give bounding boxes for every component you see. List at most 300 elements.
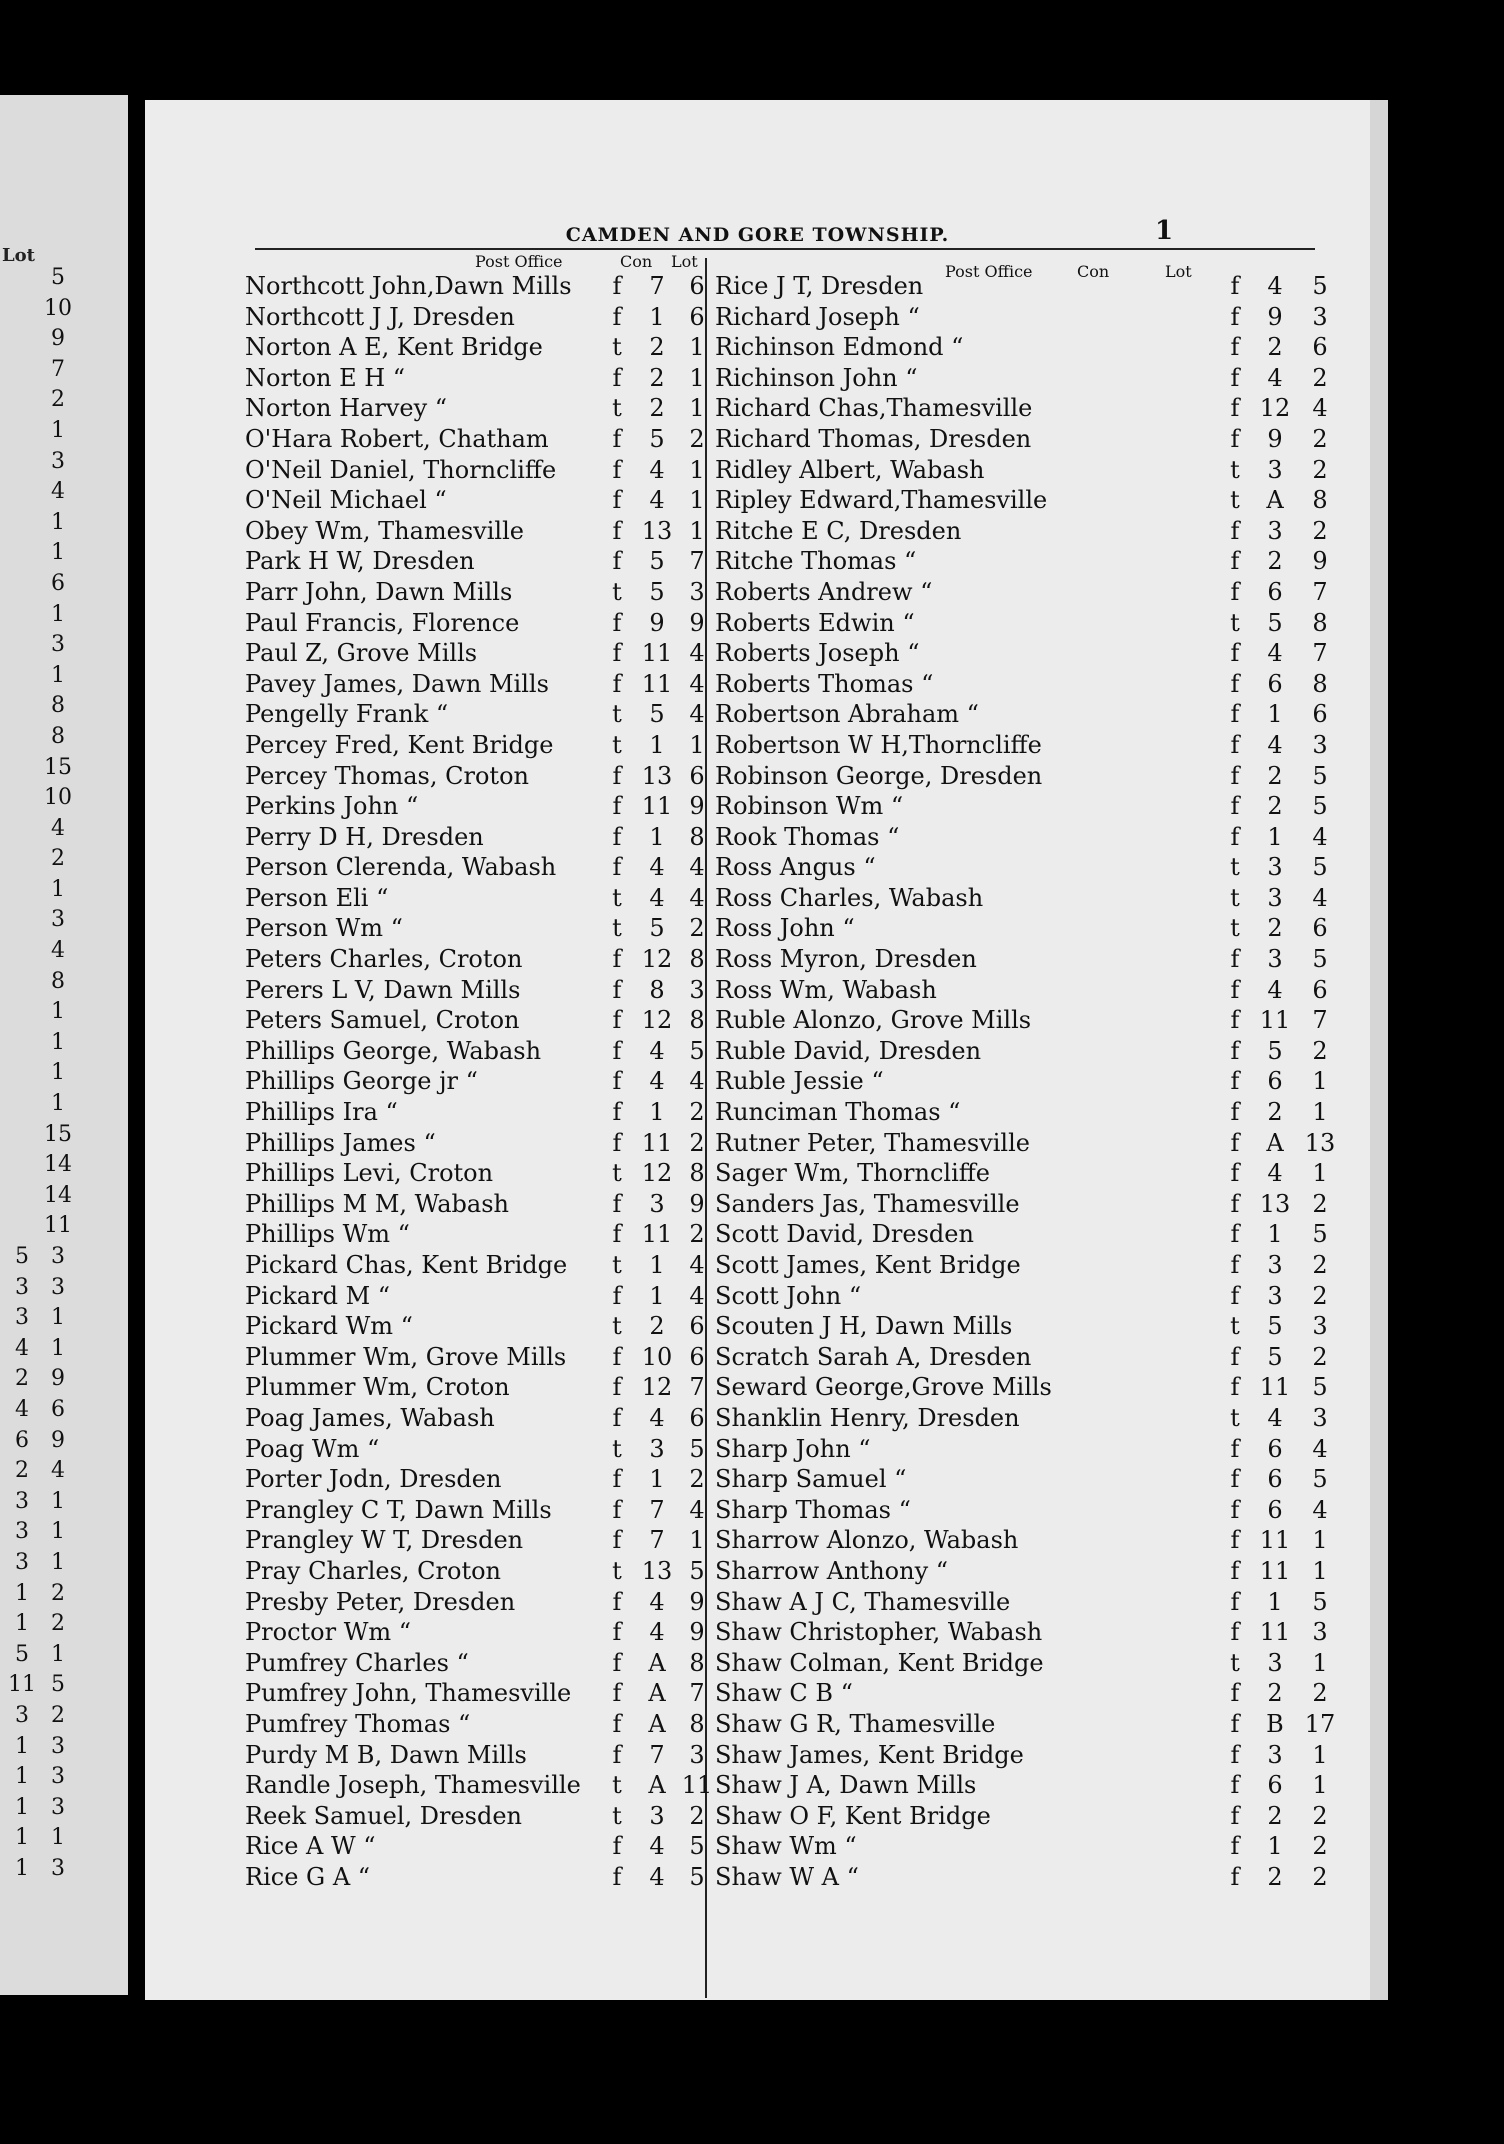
listing-row bbox=[245, 1618, 715, 1649]
listing-row bbox=[245, 1465, 715, 1496]
entry-con: 11 bbox=[641, 669, 673, 698]
entry-tenure: f bbox=[1230, 1801, 1240, 1830]
entry-con: B bbox=[1266, 1709, 1284, 1738]
entry-lot: 6 bbox=[689, 761, 705, 790]
prev-page-row bbox=[0, 479, 128, 510]
entry-name: Pumfrey Thomas “ bbox=[245, 1709, 471, 1738]
entry-con: 1 bbox=[649, 1465, 665, 1494]
prev-con: 1 bbox=[15, 1794, 29, 1820]
entry-lot: 4 bbox=[689, 1495, 705, 1524]
entry-lot: 2 bbox=[689, 1128, 705, 1157]
entry-name: Phillips Ira “ bbox=[245, 1098, 398, 1127]
entry-lot: 8 bbox=[1312, 486, 1328, 515]
listing-row bbox=[715, 1342, 1328, 1374]
entry-tenure: t bbox=[612, 577, 622, 606]
entry-con: 1 bbox=[1267, 1832, 1283, 1861]
prev-lot: 4 bbox=[51, 938, 65, 964]
entry-tenure: f bbox=[1230, 1618, 1240, 1647]
prev-lot: 3 bbox=[51, 1794, 65, 1820]
entry-tenure: f bbox=[612, 455, 622, 484]
entry-tenure: f bbox=[1230, 1679, 1240, 1708]
listing-row bbox=[715, 1373, 1328, 1404]
listing-row bbox=[245, 1220, 715, 1251]
prev-lot: 9 bbox=[51, 326, 65, 352]
entry-con: 2 bbox=[1267, 1098, 1283, 1127]
entry-name: Prangley C T, Dawn Mills bbox=[245, 1495, 552, 1524]
entry-tenure: t bbox=[612, 1434, 622, 1463]
entry-tenure: f bbox=[612, 1648, 622, 1677]
prev-lot: 3 bbox=[51, 907, 65, 933]
entry-tenure: f bbox=[612, 1036, 622, 1065]
entry-lot: 13 bbox=[1304, 1128, 1336, 1157]
entry-lot: 3 bbox=[689, 577, 705, 606]
entry-con: 4 bbox=[1267, 730, 1283, 759]
entry-tenure: f bbox=[612, 1587, 622, 1616]
entry-tenure: f bbox=[1230, 1740, 1240, 1769]
entry-con: 5 bbox=[1267, 1036, 1283, 1065]
prev-con: 3 bbox=[15, 1702, 29, 1728]
prev-con: 1 bbox=[15, 1825, 29, 1851]
listing-row bbox=[715, 1648, 1328, 1680]
entry-tenure: t bbox=[612, 1556, 622, 1585]
prev-page-row bbox=[0, 1550, 128, 1581]
entry-con: 4 bbox=[649, 1403, 665, 1432]
prev-lot: 10 bbox=[44, 295, 72, 321]
entry-lot: 7 bbox=[689, 1373, 705, 1402]
entry-tenure: f bbox=[612, 945, 622, 974]
prev-lot: 3 bbox=[51, 448, 65, 474]
entry-name: Runciman Thomas “ bbox=[715, 1098, 961, 1127]
entry-lot: 5 bbox=[1312, 1373, 1328, 1402]
prev-page-row bbox=[0, 1581, 128, 1612]
entry-con: 3 bbox=[1267, 516, 1283, 545]
listing-row bbox=[245, 1863, 715, 1894]
entry-name: Northcott J J, Dresden bbox=[245, 302, 515, 331]
entry-name: Scouten J H, Dawn Mills bbox=[715, 1312, 1013, 1341]
entry-name: Roberts Thomas “ bbox=[715, 669, 934, 698]
listing-row bbox=[715, 1434, 1328, 1466]
entry-con: 11 bbox=[641, 792, 673, 821]
prev-page-row bbox=[0, 1642, 128, 1673]
listing-row bbox=[245, 1526, 715, 1557]
prev-con: 1 bbox=[15, 1611, 29, 1637]
prev-page-row bbox=[0, 1213, 128, 1244]
prev-con: 2 bbox=[15, 1366, 29, 1392]
entry-name: Richard Joseph “ bbox=[715, 302, 920, 331]
listing-row bbox=[715, 455, 1328, 487]
prev-page-row bbox=[0, 663, 128, 694]
entry-con: 5 bbox=[649, 577, 665, 606]
entry-con: 3 bbox=[1267, 853, 1283, 882]
prev-page-rows bbox=[0, 265, 128, 1886]
entry-tenure: f bbox=[1230, 822, 1240, 851]
entry-tenure: t bbox=[1230, 853, 1240, 882]
entry-tenure: f bbox=[612, 302, 622, 331]
prev-con: 2 bbox=[15, 1458, 29, 1484]
entry-con: 11 bbox=[1259, 1618, 1291, 1647]
listing-row bbox=[245, 547, 715, 578]
prev-lot: 3 bbox=[51, 1274, 65, 1300]
entry-name: Rice J T, Dresden bbox=[715, 272, 924, 300]
prev-page-row bbox=[0, 326, 128, 357]
listing-row bbox=[715, 1556, 1328, 1588]
entry-lot: 7 bbox=[1312, 639, 1328, 668]
entry-con: 1 bbox=[649, 730, 665, 759]
prev-con: 11 bbox=[8, 1672, 36, 1698]
listing-row bbox=[715, 853, 1328, 884]
entry-con: 8 bbox=[649, 975, 665, 1004]
page-number: 1 bbox=[1155, 216, 1174, 246]
prev-page-row bbox=[0, 1703, 128, 1734]
prev-lot: 1 bbox=[51, 1641, 65, 1667]
entry-con: A bbox=[1266, 486, 1284, 515]
entry-con: 1 bbox=[649, 1098, 665, 1127]
listing-row bbox=[245, 700, 715, 731]
entry-lot: 6 bbox=[689, 1403, 705, 1432]
prev-con: 4 bbox=[15, 1335, 29, 1361]
entry-tenure: f bbox=[1230, 1189, 1240, 1218]
listing-row bbox=[715, 1618, 1328, 1649]
entry-lot: 9 bbox=[689, 1618, 705, 1647]
listing-row bbox=[715, 975, 1328, 1007]
prev-con: 6 bbox=[15, 1427, 29, 1453]
listing-row bbox=[245, 914, 715, 945]
listing-row bbox=[245, 456, 715, 487]
entry-name: Plummer Wm, Grove Mills bbox=[245, 1342, 567, 1371]
page-edge bbox=[1370, 100, 1388, 2000]
entry-tenure: f bbox=[1230, 792, 1240, 821]
entry-lot: 9 bbox=[689, 608, 705, 637]
prev-page-row bbox=[0, 846, 128, 877]
entry-name: Sharp Samuel “ bbox=[715, 1465, 907, 1494]
prev-con: 3 bbox=[15, 1549, 29, 1575]
entry-lot: 8 bbox=[689, 1159, 705, 1188]
prev-page-row bbox=[0, 1489, 128, 1520]
prev-con: 1 bbox=[15, 1580, 29, 1606]
entry-con: 6 bbox=[1267, 1465, 1283, 1494]
header-rule bbox=[255, 248, 1315, 250]
entry-tenure: t bbox=[612, 914, 622, 943]
listing-row bbox=[245, 1067, 715, 1098]
listing-row bbox=[245, 639, 715, 670]
entry-tenure: f bbox=[612, 853, 622, 882]
listing-row bbox=[715, 1771, 1328, 1802]
entry-name: Ross Wm, Wabash bbox=[715, 975, 937, 1004]
entry-con: 2 bbox=[1267, 761, 1283, 790]
entry-con: 4 bbox=[1267, 1403, 1283, 1432]
entry-con: 7 bbox=[649, 272, 665, 300]
entry-con: 6 bbox=[1267, 669, 1283, 698]
listing-row bbox=[245, 762, 715, 793]
entry-name: Parr John, Dawn Mills bbox=[245, 577, 513, 606]
entry-name: Sanders Jas, Thamesville bbox=[715, 1189, 1020, 1218]
entry-lot: 6 bbox=[1312, 700, 1328, 729]
entry-lot: 5 bbox=[1312, 272, 1328, 300]
entry-lot: 2 bbox=[1312, 424, 1328, 453]
prev-lot: 1 bbox=[51, 1335, 65, 1361]
listing-row bbox=[245, 884, 715, 915]
entry-con: 4 bbox=[649, 1832, 665, 1861]
entry-con: 2 bbox=[1267, 1679, 1283, 1708]
entry-tenure: f bbox=[1230, 1006, 1240, 1035]
right-lot-header: Lot bbox=[1165, 262, 1192, 281]
entry-lot: 4 bbox=[689, 1281, 705, 1310]
entry-con: 1 bbox=[1267, 1220, 1283, 1249]
entry-con: 5 bbox=[649, 700, 665, 729]
prev-con: 3 bbox=[15, 1488, 29, 1514]
entry-lot: 5 bbox=[1312, 853, 1328, 882]
prev-lot: 1 bbox=[51, 1825, 65, 1851]
entry-name: Robinson Wm “ bbox=[715, 792, 904, 821]
entry-lot: 7 bbox=[1312, 1006, 1328, 1035]
prev-page-row bbox=[0, 540, 128, 571]
prev-page-row bbox=[0, 1764, 128, 1795]
entry-lot: 6 bbox=[1312, 333, 1328, 362]
prev-lot: 15 bbox=[44, 1121, 72, 1147]
entry-name: Ruble Jessie “ bbox=[715, 1067, 884, 1096]
entry-lot: 8 bbox=[689, 1006, 705, 1035]
entry-name: Shaw J A, Dawn Mills bbox=[715, 1771, 977, 1800]
entry-name: Shaw G R, Thamesville bbox=[715, 1709, 996, 1738]
entry-lot: 3 bbox=[1312, 302, 1328, 331]
prev-page-row bbox=[0, 357, 128, 388]
prev-page-lot-header: Lot bbox=[2, 245, 35, 266]
entry-lot: 1 bbox=[1312, 1067, 1328, 1096]
entry-name: Shaw C B “ bbox=[715, 1679, 853, 1708]
listing-row bbox=[245, 394, 715, 425]
entry-name: Perers L V, Dawn Mills bbox=[245, 975, 521, 1004]
left-listing-column bbox=[245, 272, 715, 1893]
listing-row bbox=[245, 976, 715, 1007]
entry-tenure: f bbox=[1230, 639, 1240, 668]
entry-tenure: t bbox=[612, 883, 622, 912]
entry-lot: 5 bbox=[1312, 1465, 1328, 1494]
prev-page-row bbox=[0, 1428, 128, 1459]
entry-tenure: t bbox=[1230, 914, 1240, 943]
entry-con: 5 bbox=[649, 547, 665, 576]
entry-con: A bbox=[648, 1709, 666, 1738]
prev-lot: 15 bbox=[44, 754, 72, 780]
entry-con: 7 bbox=[649, 1526, 665, 1555]
entry-lot: 3 bbox=[1312, 730, 1328, 759]
entry-lot: 4 bbox=[1312, 1495, 1328, 1524]
entry-con: A bbox=[648, 1648, 666, 1677]
prev-page-row bbox=[0, 1152, 128, 1183]
entry-name: Rice G A “ bbox=[245, 1862, 371, 1891]
entry-name: Prangley W T, Dresden bbox=[245, 1526, 524, 1555]
entry-tenure: f bbox=[1230, 1098, 1240, 1127]
entry-lot: 2 bbox=[689, 1465, 705, 1494]
prev-page-row bbox=[0, 296, 128, 327]
entry-tenure: f bbox=[1230, 1342, 1240, 1371]
prev-lot: 14 bbox=[44, 1182, 72, 1208]
entry-tenure: f bbox=[1230, 394, 1240, 423]
entry-name: Shaw James, Kent Bridge bbox=[715, 1740, 1024, 1769]
entry-con: 2 bbox=[649, 1312, 665, 1341]
entry-lot: 2 bbox=[1312, 1832, 1328, 1861]
entry-name: O'Hara Robert, Chatham bbox=[245, 424, 549, 453]
entry-tenure: t bbox=[612, 1251, 622, 1279]
entry-lot: 1 bbox=[689, 1526, 705, 1555]
prev-lot: 10 bbox=[44, 785, 72, 811]
prev-page-row bbox=[0, 1519, 128, 1550]
prev-page-row bbox=[0, 1060, 128, 1091]
entry-name: Obey Wm, Thamesville bbox=[245, 516, 524, 545]
entry-name: Pray Charles, Croton bbox=[245, 1556, 502, 1585]
entry-con: 6 bbox=[1267, 577, 1283, 606]
prev-page-row bbox=[0, 265, 128, 296]
entry-con: 10 bbox=[641, 1342, 673, 1371]
entry-lot: 6 bbox=[689, 1342, 705, 1371]
entry-name: Percey Fred, Kent Bridge bbox=[245, 730, 554, 759]
entry-name: Ross Angus “ bbox=[715, 853, 876, 882]
listing-row bbox=[245, 333, 715, 364]
prev-lot: 14 bbox=[44, 1152, 72, 1178]
entry-con: 4 bbox=[649, 1036, 665, 1065]
prev-con: 5 bbox=[15, 1641, 29, 1667]
entry-tenure: f bbox=[1230, 1067, 1240, 1096]
entry-tenure: f bbox=[1230, 1281, 1240, 1310]
entry-lot: 6 bbox=[1312, 914, 1328, 943]
entry-lot: 4 bbox=[1312, 883, 1328, 912]
entry-lot: 2 bbox=[689, 1801, 705, 1830]
entry-con: 2 bbox=[1267, 1862, 1283, 1891]
prev-page-row bbox=[0, 418, 128, 449]
listing-row bbox=[245, 945, 715, 976]
entry-tenure: f bbox=[612, 1373, 622, 1402]
entry-name: Northcott John,Dawn Mills bbox=[245, 272, 572, 300]
listing-row bbox=[245, 1098, 715, 1129]
entry-tenure: f bbox=[612, 363, 622, 392]
entry-name: Robertson W H,Thorncliffe bbox=[715, 730, 1042, 759]
listing-row bbox=[715, 700, 1328, 731]
entry-tenure: f bbox=[612, 975, 622, 1004]
listing-row bbox=[715, 333, 1328, 364]
entry-name: Ritche Thomas “ bbox=[715, 547, 917, 576]
listing-row bbox=[715, 1801, 1328, 1833]
entry-con: 7 bbox=[649, 1740, 665, 1769]
listing-row bbox=[715, 1832, 1328, 1863]
prev-lot: 1 bbox=[51, 1305, 65, 1331]
listing-row bbox=[715, 1740, 1328, 1772]
prev-page-row bbox=[0, 1336, 128, 1367]
listing-row bbox=[715, 272, 1328, 303]
entry-lot: 5 bbox=[1312, 1587, 1328, 1616]
prev-lot: 7 bbox=[51, 356, 65, 382]
entry-con: 3 bbox=[1267, 1281, 1283, 1310]
entry-tenure: f bbox=[1230, 730, 1240, 759]
entry-name: Sharrow Alonzo, Wabash bbox=[715, 1526, 1019, 1555]
entry-con: 5 bbox=[649, 914, 665, 943]
prev-lot: 1 bbox=[51, 601, 65, 627]
entry-tenure: t bbox=[612, 394, 622, 423]
entry-con: 2 bbox=[649, 363, 665, 392]
listing-row bbox=[715, 1709, 1336, 1741]
entry-name: Reek Samuel, Dresden bbox=[245, 1801, 523, 1830]
entry-name: Phillips Levi, Croton bbox=[245, 1159, 494, 1188]
entry-lot: 8 bbox=[689, 1648, 705, 1677]
entry-lot: 5 bbox=[689, 1832, 705, 1861]
entry-tenure: t bbox=[1230, 608, 1240, 637]
prev-con: 5 bbox=[15, 1244, 29, 1269]
prev-con: 1 bbox=[15, 1764, 29, 1790]
entry-tenure: f bbox=[1230, 1526, 1240, 1555]
entry-lot: 9 bbox=[689, 1587, 705, 1616]
page-header: CAMDEN AND GORE TOWNSHIP. bbox=[565, 224, 950, 246]
entry-tenure: t bbox=[1230, 1648, 1240, 1677]
listing-row bbox=[715, 761, 1328, 793]
entry-lot: 4 bbox=[689, 883, 705, 912]
entry-con: 11 bbox=[641, 1220, 673, 1249]
prev-page-row bbox=[0, 1030, 128, 1061]
entry-lot: 6 bbox=[689, 302, 705, 331]
prev-page-row bbox=[0, 755, 128, 786]
entry-name: Richard Thomas, Dresden bbox=[715, 424, 1032, 453]
entry-lot: 3 bbox=[1312, 1618, 1328, 1647]
entry-con: 1 bbox=[1267, 1587, 1283, 1616]
entry-tenure: f bbox=[612, 272, 622, 300]
entry-tenure: f bbox=[1230, 975, 1240, 1004]
entry-lot: 1 bbox=[1312, 1556, 1328, 1585]
entry-name: Robertson Abraham “ bbox=[715, 700, 979, 729]
listing-row bbox=[715, 363, 1328, 395]
entry-name: Shaw Wm “ bbox=[715, 1832, 857, 1861]
entry-tenure: t bbox=[612, 730, 622, 759]
entry-lot: 2 bbox=[1312, 1036, 1328, 1065]
entry-tenure: f bbox=[612, 608, 622, 637]
entry-con: A bbox=[1266, 1128, 1284, 1157]
listing-row bbox=[245, 1741, 715, 1772]
listing-row bbox=[245, 1679, 715, 1710]
entry-con: 6 bbox=[1267, 1434, 1283, 1463]
entry-tenure: f bbox=[612, 669, 622, 698]
entry-con: 4 bbox=[1267, 363, 1283, 392]
entry-lot: 5 bbox=[1312, 945, 1328, 974]
prev-lot: 1 bbox=[51, 876, 65, 902]
entry-tenure: t bbox=[1230, 1312, 1240, 1341]
entry-name: Park H W, Dresden bbox=[245, 547, 475, 576]
entry-tenure: f bbox=[1230, 1465, 1240, 1494]
entry-name: O'Neil Daniel, Thorncliffe bbox=[245, 455, 557, 484]
listing-row bbox=[715, 577, 1328, 609]
entry-lot: 1 bbox=[1312, 1740, 1328, 1769]
entry-con: 2 bbox=[1267, 1801, 1283, 1830]
prev-lot: 3 bbox=[51, 1244, 65, 1269]
listing-row bbox=[245, 1496, 715, 1527]
entry-tenure: f bbox=[612, 1006, 622, 1035]
entry-name: Proctor Wm “ bbox=[245, 1618, 412, 1647]
listing-row bbox=[715, 1006, 1328, 1037]
prev-lot: 9 bbox=[51, 1427, 65, 1453]
entry-tenure: f bbox=[612, 761, 622, 790]
entry-lot: 3 bbox=[689, 1740, 705, 1769]
prev-page-row bbox=[0, 1183, 128, 1214]
left-con-header: Con bbox=[620, 252, 653, 271]
entry-lot: 1 bbox=[689, 394, 705, 423]
entry-con: 11 bbox=[1259, 1526, 1291, 1555]
entry-tenure: f bbox=[1230, 1709, 1240, 1738]
entry-tenure: f bbox=[1230, 333, 1240, 362]
entry-con: 13 bbox=[641, 516, 673, 545]
entry-lot: 2 bbox=[1312, 1251, 1328, 1279]
entry-lot: 6 bbox=[689, 272, 705, 300]
listing-row bbox=[245, 1343, 715, 1374]
prev-page-row bbox=[0, 1122, 128, 1153]
listing-row bbox=[715, 1251, 1328, 1282]
entry-con: 2 bbox=[1267, 333, 1283, 362]
listing-row bbox=[245, 1373, 715, 1404]
entry-con: 2 bbox=[649, 333, 665, 362]
